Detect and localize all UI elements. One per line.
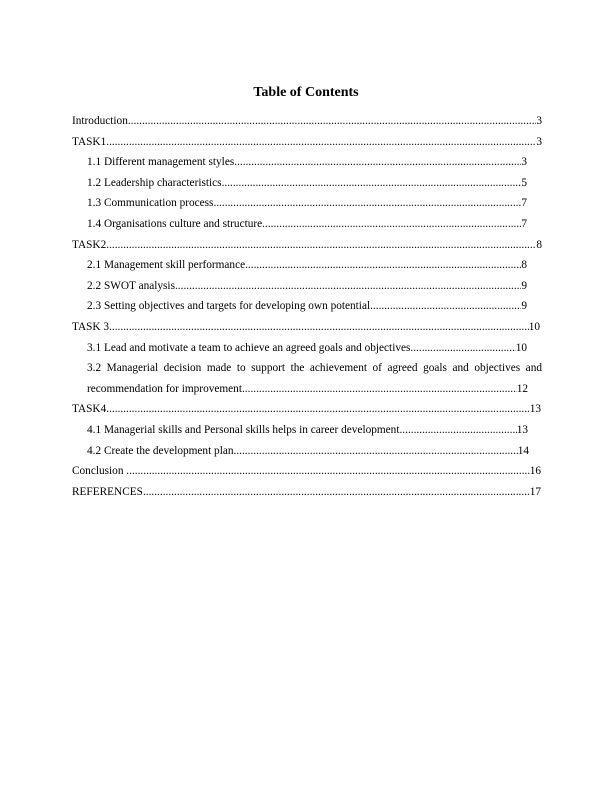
- toc-entry-label: 4.1 Managerial skills and Personal skills helps in career development: [87, 423, 400, 436]
- toc-entry-1-1[interactable]: [72, 152, 527, 173]
- toc-entry-label: REFERENCES: [72, 485, 143, 498]
- toc-page-number: 5: [521, 176, 527, 189]
- toc-entry-continuation: [87, 379, 528, 400]
- toc-entry-introduction[interactable]: [72, 111, 542, 132]
- toc-page-number: 3: [521, 156, 527, 169]
- toc-page-number: 8: [536, 238, 542, 251]
- toc-page-number: 13: [529, 403, 541, 416]
- toc-page-number: 17: [529, 485, 541, 498]
- toc-page-number: 10: [515, 341, 527, 354]
- toc-page-number: 10: [528, 320, 540, 333]
- toc-entry-1-3[interactable]: [72, 193, 527, 214]
- toc-entry-label: 1.4 Organisations culture and structure: [87, 217, 263, 230]
- toc-page-number: 8: [521, 259, 527, 272]
- dot-leader: [126, 461, 529, 482]
- toc-entry-task2[interactable]: [72, 235, 542, 256]
- toc-entry-label: 1.2 Leadership characteristics: [87, 176, 222, 189]
- toc-page-number: 7: [521, 217, 527, 230]
- toc-page-number: 9: [521, 279, 527, 292]
- toc-entry-label: TASK1: [72, 135, 107, 148]
- dot-leader: [410, 338, 515, 359]
- dot-leader: [106, 132, 536, 153]
- dot-leader: [128, 111, 536, 132]
- toc-entry-label: 2.3 Setting objectives and targets for developing own potential: [87, 300, 371, 313]
- dot-leader: [234, 441, 518, 462]
- toc-page-number: 3: [536, 115, 542, 127]
- toc-entry-2-3[interactable]: [72, 296, 527, 317]
- toc-entry-1-2[interactable]: [72, 173, 527, 194]
- toc-entry-label: 3.2 Managerial decision made to support the achievement of agreed goals and objectives and: [87, 362, 542, 375]
- toc-page-number: 14: [517, 444, 529, 457]
- toc-entry-label: 1.1 Different management styles: [87, 156, 235, 169]
- toc-page-number: 13: [516, 423, 528, 436]
- toc-entry-label: Introduction: [72, 115, 128, 127]
- toc-page-number: 3: [536, 135, 542, 148]
- toc-entry-label: 4.2 Create the development plan: [87, 444, 234, 457]
- toc-entry-task3[interactable]: [72, 317, 540, 338]
- toc-entry-conclusion[interactable]: [72, 461, 541, 482]
- dot-leader: [106, 399, 529, 420]
- toc-entry-2-1[interactable]: [72, 255, 527, 276]
- dot-leader: [234, 152, 521, 173]
- toc-page-number: 12: [516, 382, 528, 395]
- toc-entry-label: TASK4: [72, 403, 107, 416]
- toc-entry-label: TASK2: [72, 238, 107, 251]
- toc-entry-label: Conclusion: [72, 465, 127, 478]
- toc-entry-1-4[interactable]: [72, 214, 527, 235]
- dot-leader: [213, 193, 521, 214]
- dot-leader: [109, 317, 529, 338]
- table-of-contents: [72, 111, 542, 502]
- dot-leader: [222, 173, 522, 194]
- toc-entry-label: TASK 3: [72, 320, 110, 333]
- dot-leader: [175, 276, 521, 297]
- dot-leader: [370, 296, 521, 317]
- dot-leader: [245, 255, 521, 276]
- dot-leader: [242, 379, 517, 400]
- toc-entry-label: 3.1 Lead and motivate a team to achieve an agreed goals and objectives: [87, 341, 411, 354]
- toc-entry-task4[interactable]: [72, 399, 541, 420]
- toc-entry-2-2[interactable]: [72, 276, 527, 297]
- toc-entry-3-1[interactable]: [72, 338, 527, 359]
- toc-entry-label: 2.2 SWOT analysis: [87, 279, 175, 292]
- toc-page-number: 7: [521, 197, 527, 210]
- dot-leader: [143, 482, 530, 503]
- toc-entry-task1[interactable]: [72, 132, 542, 153]
- toc-entry-label-continued: recommendation for improvement: [87, 382, 242, 395]
- toc-entry-label: 1.3 Communication process: [87, 197, 214, 210]
- page-title: Table of Contents: [253, 85, 359, 100]
- toc-entry-references[interactable]: [72, 482, 541, 503]
- toc-entry-4-2[interactable]: [72, 441, 529, 462]
- toc-entry-4-1[interactable]: [72, 420, 528, 441]
- dot-leader: [399, 420, 516, 441]
- toc-entry-label: 2.1 Management skill performance: [87, 259, 246, 272]
- dot-leader: [106, 235, 536, 256]
- toc-entry-3-2[interactable]: [72, 358, 542, 399]
- toc-page-number: 16: [529, 465, 541, 478]
- toc-page-number: 9: [521, 300, 527, 313]
- dot-leader: [262, 214, 521, 235]
